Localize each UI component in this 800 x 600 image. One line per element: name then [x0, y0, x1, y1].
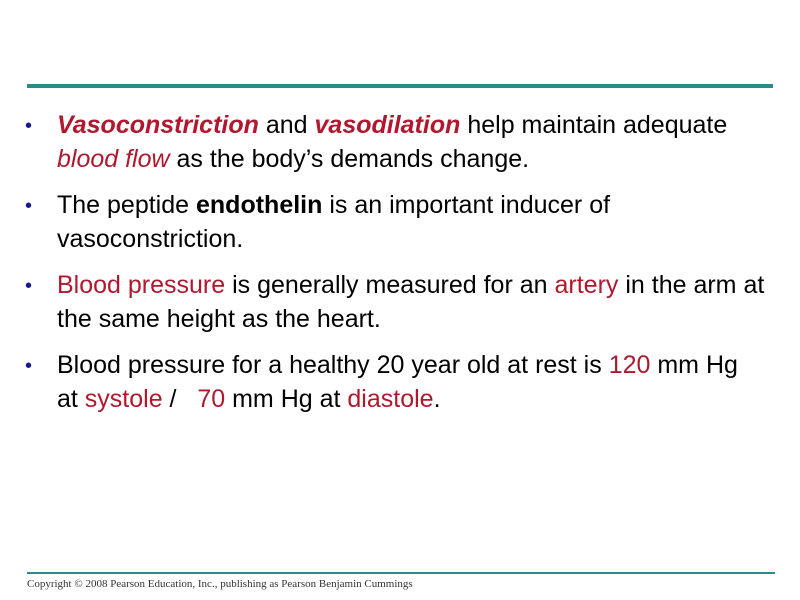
bullet-item: [25, 108, 765, 176]
copyright-footer: Copyright © 2008 Pearson Education, Inc., publishing as Pearson Benjamin Cummings: [27, 578, 413, 590]
bullet-text: The peptide: [57, 191, 196, 219]
bullet-item: [25, 268, 765, 336]
bullet-text: and: [258, 111, 315, 139]
bullet-text: mm Hg at: [225, 385, 348, 413]
bullet-dot-icon: •: [25, 275, 33, 297]
bullet-text: .: [433, 385, 441, 413]
term-vasoconstriction: Vasoconstriction: [57, 111, 259, 139]
bullet-dot-icon: •: [25, 355, 33, 377]
bullet-text: help maintain adequate: [460, 111, 728, 139]
bullet-dot-icon: •: [25, 115, 33, 137]
term-artery: artery: [554, 271, 619, 299]
bullet-text: as the body’s demands change.: [169, 145, 530, 173]
bullet-text: is generally measured for an: [225, 271, 555, 299]
term-vasodilation: vasodilation: [314, 111, 461, 139]
bullet-text: mm Hg at: [57, 351, 738, 413]
term-blood-flow: blood flow: [57, 145, 170, 173]
term-endothelin: endothelin: [196, 191, 323, 219]
term-blood-pressure: Blood pressure: [57, 271, 226, 299]
bullet-text: /: [162, 385, 198, 413]
value-systolic: 120: [608, 351, 651, 379]
bullet-text: is an important inducer of vasoconstriction.: [57, 191, 611, 253]
bullet-list: [25, 108, 765, 428]
bullet-text: in the arm at the same height as the heart.: [57, 271, 765, 333]
bullet-item: [25, 348, 765, 416]
bullet-dot-icon: •: [25, 195, 33, 217]
term-systole: systole: [84, 385, 163, 413]
value-diastolic: 70: [197, 385, 226, 413]
term-diastole: diastole: [347, 385, 434, 413]
bottom-divider: [27, 572, 775, 574]
bullet-item: [25, 188, 765, 256]
top-divider: [27, 84, 773, 88]
bullet-text: Blood pressure for a healthy 20 year old at rest is: [57, 351, 609, 379]
